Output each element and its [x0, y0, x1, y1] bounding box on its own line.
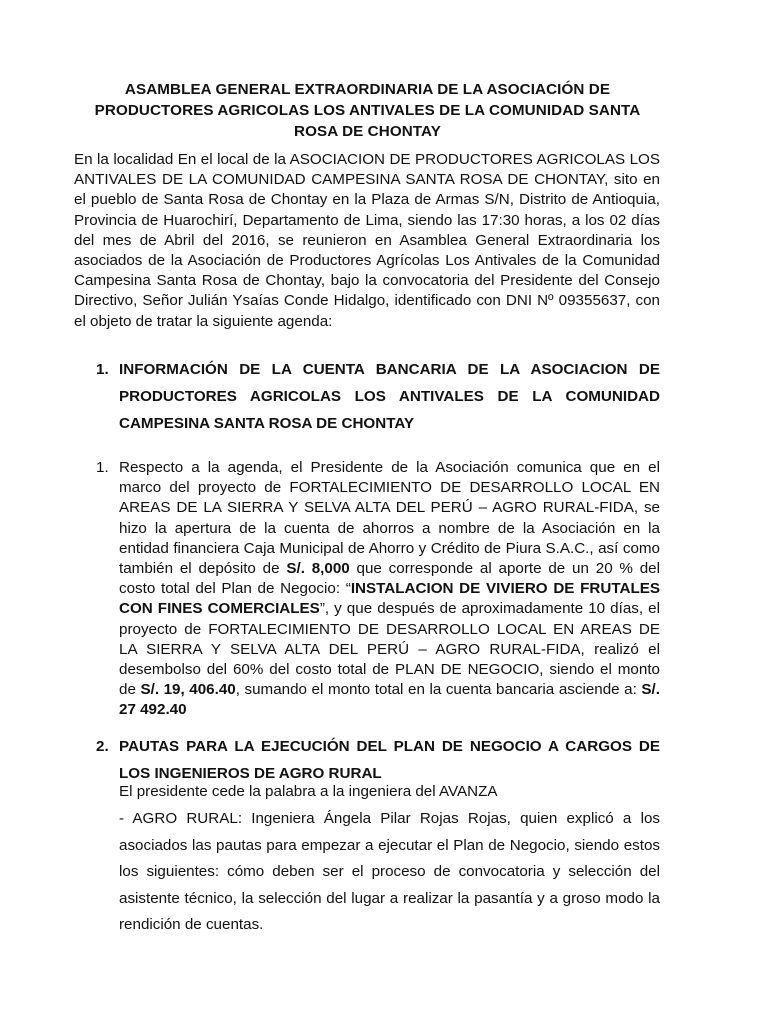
business-plan-name: INSTALACION DE VIVIERO DE FRUTALES CON FINES COMERCIALES: [119, 580, 660, 618]
agro-rural-paragraph: - AGRO RURAL: Ingeniera Ángela Pilar Rojas Rojas, quien explicó a los asociados las pautas para empezar a ejecutar el Plan de Negocio, siendo estos los siguientes: cómo deben ser el proceso de convocatoria y selección del asistente técnico, la selección del lugar a realizar la pasantía y a groso modo la rendición de cuentas.: [119, 810, 660, 934]
deposit-amount: S/. 8,000: [286, 560, 350, 578]
text-run: , sumando el monto total en la cuenta bancaria asciende a:: [235, 681, 642, 699]
text-run: ”, y que después de aproximadamente 10 días, el proyecto de FORTALECIMIENTO DE DESARROLLO LOCAL EN AREAS DE LA SIERRA Y SELVA ALTA DEL PERÚ – AGRO RURAL-FIDA, realizó el desembolso del 60% del costo total de PLAN DE NEGOCIO, siendo el monto de: [119, 600, 660, 699]
intro-paragraph: En la localidad En el local de la ASOCIACION DE PRODUCTORES AGRICOLAS LOS ANTIVALES DE LA COMUNIDAD CAMPESINA SANTA ROSA DE CHONTAY, sito en el pueblo de Santa Rosa de Chontay en la Plaza de Armas S/N, Distrito de Antioquia, Provincia de Huarochirí, Departamento de Lima, siendo las 17:30 horas, a los 02 días del mes de Abril del 2016, se reunieron en Asamblea General Extraordinaria los asociados de la Asociación de Productores Agrícolas Los Antivales de la Comunidad Campesina Santa Rosa de Chontay, bajo la convocatoria del Presidente del Consejo Directivo, Señor Julián Ysaías Conde Hidalgo, identificado con DNI Nº 09355637, con el objeto de tratar la siguiente agenda:: [74, 151, 660, 330]
document-title: ASAMBLEA GENERAL EXTRAORDINARIA DE LA ASOCIACIÓN DE PRODUCTORES AGRICOLAS LOS ANTIVALES DE LA COMUNIDAD SANTA ROSA DE CHONTAY: [94, 81, 641, 140]
agenda-item-2-heading: PAUTAS PARA LA EJECUCIÓN DEL PLAN DE NEGOCIO A CARGOS DE LOS INGENIEROS DE AGRO RURAL: [119, 738, 660, 782]
agenda-item-2: [96, 733, 660, 787]
agenda-item-1: [96, 356, 660, 437]
president-cedes-paragraph: El presidente cede la palabra a la ingeniera del AVANZA: [119, 783, 498, 800]
text-run: Respecto a la agenda, el Presidente de la Asociación comunica que en el marco del proyecto de FORTALECIMIENTO DE DESARROLLO LOCAL EN AREAS DE LA SIERRA Y SELVA ALTA DEL PERÚ – AGRO RURAL-FIDA, se hizo la apertura de la cuenta de ahorros a nombre de la Asociación en la entidad financiera Caja Municipal de Ahorro y Crédito de Piura S.A.C., así como también el depósito de: [119, 459, 660, 578]
bank-account-paragraph: [96, 458, 660, 721]
agenda-item-1-heading: INFORMACIÓN DE LA CUENTA BANCARIA DE LA ASOCIACION DE PRODUCTORES AGRICOLAS LOS ANTIVALES DE LA COMUNIDAD CAMPESINA SANTA ROSA DE CHONTAY: [119, 361, 660, 432]
total-amount: S/. 27 492.40: [119, 681, 660, 719]
agenda-item-1-number: 1.: [96, 361, 109, 378]
text-run: que corresponde al aporte de un 20 % del costo total del Plan de Negocio: “: [119, 560, 660, 598]
paragraph-number: 1.: [96, 459, 109, 476]
disbursement-amount: S/. 19, 406.40: [140, 681, 236, 699]
paragraph-body: [119, 458, 660, 721]
agenda-item-2-number: 2.: [96, 738, 109, 755]
